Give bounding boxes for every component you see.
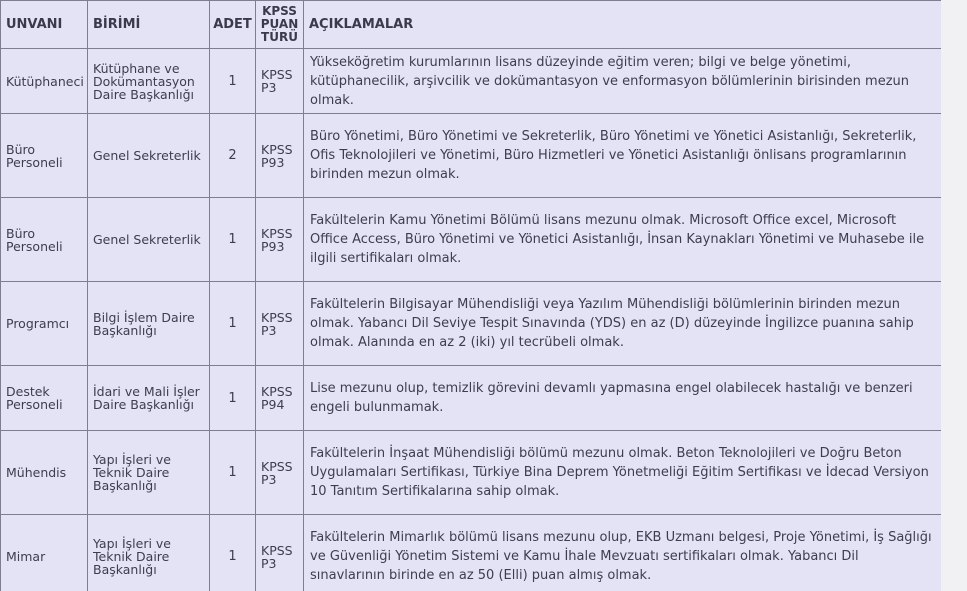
table-row <box>1 431 942 515</box>
cell-unvan: Mühendis <box>1 431 88 515</box>
cell-adet: 1 <box>210 49 256 114</box>
header-kpss-puan-turu <box>256 1 304 49</box>
cell-kpss-label: KPSS <box>261 67 293 82</box>
cell-kpss <box>256 515 304 591</box>
header-birimi: BİRİMİ <box>88 1 210 49</box>
table-header-row <box>1 1 942 49</box>
cell-kpss-label: KPSS <box>261 458 293 474</box>
cell-adet: 2 <box>210 114 256 198</box>
cell-unvan: Destek Personeli <box>1 366 88 431</box>
cell-adet: 1 <box>210 282 256 366</box>
cell-kpss-type: P3 <box>261 555 277 571</box>
cell-unvan: Büro Personeli <box>1 198 88 282</box>
cell-birim: Bilgi İşlem Daire Başkanlığı <box>88 282 210 366</box>
cell-kpss <box>256 366 304 431</box>
cell-birim: Yapı İşleri ve Teknik Daire Başkanlığı <box>88 431 210 515</box>
cell-kpss-label: KPSS <box>261 542 293 558</box>
cell-birim: İdari ve Mali İşler Daire Başkanlığı <box>88 366 210 431</box>
cell-adet: 1 <box>210 198 256 282</box>
header-unvani: UNVANI <box>1 1 88 49</box>
cell-kpss-type: P94 <box>261 397 285 412</box>
cell-unvan: Programcı <box>1 282 88 366</box>
cell-kpss <box>256 282 304 366</box>
table-row <box>1 366 942 431</box>
header-aciklamalar: AÇIKLAMALAR <box>304 1 942 49</box>
cell-kpss <box>256 198 304 282</box>
cell-kpss-type: P93 <box>261 238 285 254</box>
cell-adet: 1 <box>210 431 256 515</box>
cell-unvan: Kütüphaneci <box>1 49 88 114</box>
cell-kpss-type: P3 <box>261 471 277 487</box>
table-row <box>1 114 942 198</box>
cell-aciklama: Lise mezunu olup, temizlik görevini devamlı yapmasına engel olabilecek hastalığı ve benzeri engeli bulunmamak. <box>304 366 942 431</box>
cell-unvan: Mimar <box>1 515 88 591</box>
cell-kpss-label: KPSS <box>261 141 293 157</box>
cell-kpss-label: KPSS <box>261 384 293 399</box>
cell-kpss <box>256 114 304 198</box>
table-row <box>1 282 942 366</box>
cell-birim: Kütüphane ve Dokümantasyon Daire Başkanlığı <box>88 49 210 114</box>
table-row <box>1 49 942 114</box>
cell-aciklama: Fakültelerin Kamu Yönetimi Bölümü lisans mezunu olmak. Microsoft Office excel, Microsoft Office Access, Büro Yönetimi ve Yönetici Asistanlığı, İnsan Kaynakları Yönetimi ve Muhasebe ile ilgili sertifikaları olmak. <box>304 198 942 282</box>
header-adet: ADET <box>210 1 256 49</box>
cell-kpss <box>256 431 304 515</box>
cell-aciklama: Fakültelerin Mimarlık bölümü lisans mezunu olup, EKB Uzmanı belgesi, Proje Yönetimi, İş Sağlığı ve Güvenliği Yönetim Sistemi ve Kamu İhale Mevzuatı sertifikaları olmak. Yabancı Dil sınavlarının birinde en az 50 (Elli) puan almış olmak. <box>304 515 942 591</box>
cell-kpss-type: P3 <box>261 80 277 95</box>
cell-kpss-label: KPSS <box>261 309 293 325</box>
table-row <box>1 198 942 282</box>
header-puan-line: PUAN <box>260 17 299 31</box>
table-row <box>1 515 942 591</box>
header-turu-line: TÜRÜ <box>261 30 298 44</box>
cell-kpss-type: P3 <box>261 322 277 338</box>
cell-birim: Genel Sekreterlik <box>88 114 210 198</box>
cell-aciklama: Yükseköğretim kurumlarının lisans düzeyinde eğitim veren; bilgi ve belge yönetimi, kütüphanecilik, arşivcilik ve dokümantasyon ve enformasyon bölümlerinin birisinden mezun olmak. <box>304 49 942 114</box>
cell-birim: Yapı İşleri ve Teknik Daire Başkanlığı <box>88 515 210 591</box>
cell-aciklama: Büro Yönetimi, Büro Yönetimi ve Sekreterlik, Büro Yönetimi ve Yönetici Asistanlığı, Sekreterlik, Ofis Teknolojileri ve Yönetimi, Büro Hizmetleri ve Yönetici Asistanlığı önlisans programlarının birinden mezun olmak. <box>304 114 942 198</box>
cell-kpss-type: P93 <box>261 154 285 170</box>
cell-aciklama: Fakültelerin Bilgisayar Mühendisliği veya Yazılım Mühendisliği bölümlerinin birinden mezun olmak. Yabancı Dil Seviye Tespit Sınavında (YDS) en az (D) düzeyinde İngilizce puanına sahip olmak. Alanında en az 2 (iki) yıl tecrübeli olmak. <box>304 282 942 366</box>
cell-birim: Genel Sekreterlik <box>88 198 210 282</box>
cell-kpss-label: KPSS <box>261 225 293 241</box>
cell-adet: 1 <box>210 515 256 591</box>
cell-aciklama: Fakültelerin İnşaat Mühendisliği bölümü mezunu olmak. Beton Teknolojileri ve Doğru Beton Uygulamaları Sertifikası, Türkiye Bina Deprem Yönetmeliği Eğitim Sertifikası ve İdecad Versiyon 10 Tanıtım Sertifikalarına sahip olmak. <box>304 431 942 515</box>
cell-unvan: Büro Personeli <box>1 114 88 198</box>
cell-kpss <box>256 49 304 114</box>
header-kpss-line: KPSS <box>262 4 297 18</box>
cell-adet: 1 <box>210 366 256 431</box>
